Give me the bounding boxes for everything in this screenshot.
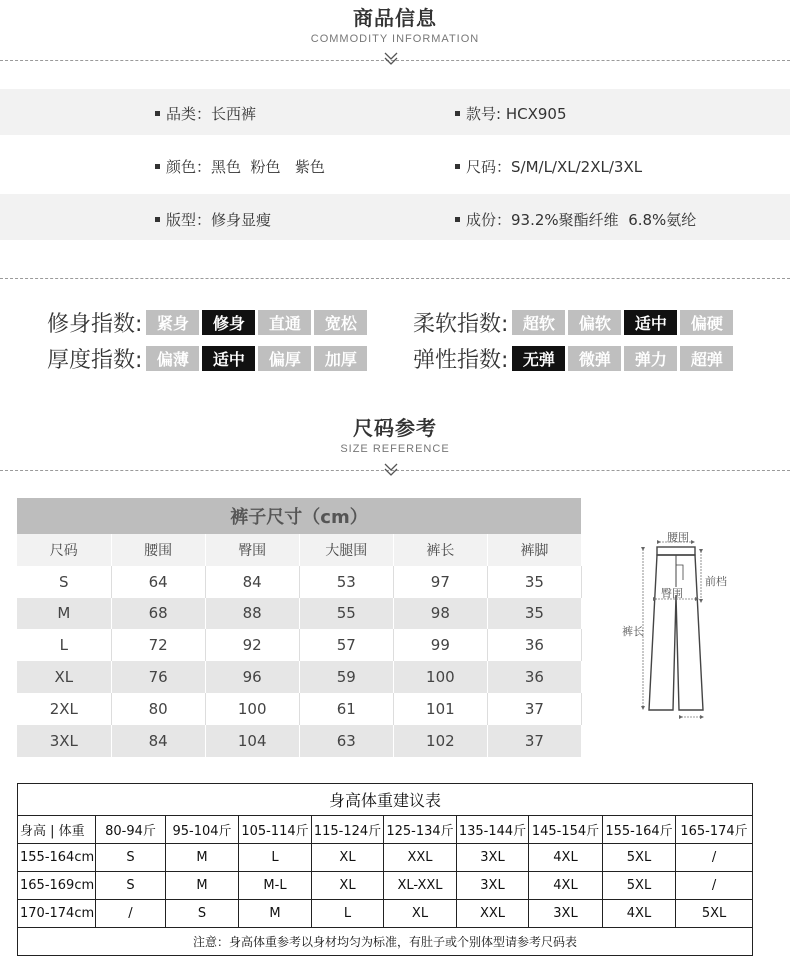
table-cell: XXL — [384, 844, 457, 872]
size-table-caption: 裤子尺寸（cm） — [17, 498, 582, 534]
table-cell: 63 — [299, 725, 393, 757]
index-option-elastic-3: 超弹 — [680, 346, 733, 371]
table-cell: M — [17, 598, 111, 630]
table-cell: M — [166, 844, 239, 872]
pants-diagram — [605, 525, 765, 730]
table-cell: 72 — [111, 629, 205, 661]
table-cell: L — [312, 900, 384, 928]
height-weight-header-cell: 95-104斤 — [166, 816, 239, 844]
table-cell: 3XL — [529, 900, 603, 928]
table-cell: 2XL — [17, 693, 111, 725]
table-cell: 102 — [393, 725, 487, 757]
section-title: 商品信息 — [353, 6, 437, 30]
diagram-label-waist: 腰围 — [667, 531, 689, 544]
info-row-2 — [0, 141, 790, 187]
table-cell: 53 — [299, 566, 393, 598]
table-cell: S — [96, 872, 166, 900]
table-cell: 101 — [393, 693, 487, 725]
table-cell: XL — [312, 872, 384, 900]
table-cell: M-L — [239, 872, 312, 900]
size-header-cell: 大腿围 — [299, 534, 393, 566]
table-cell: 57 — [299, 629, 393, 661]
table-row — [17, 725, 582, 757]
table-cell: 4XL — [603, 900, 676, 928]
table-row — [17, 629, 582, 661]
table-cell: 165-169cm — [18, 872, 96, 900]
table-cell: / — [676, 872, 753, 900]
table-cell: S — [166, 900, 239, 928]
table-cell: 155-164cm — [18, 844, 96, 872]
chevron-down-icon — [383, 462, 399, 478]
index-option-soft-3: 偏硬 — [680, 310, 733, 335]
table-cell: M — [166, 872, 239, 900]
table-cell: 100 — [393, 661, 487, 693]
height-weight-header-cell: 135-144斤 — [457, 816, 529, 844]
section-title: 尺码参考 — [353, 416, 437, 440]
table-cell: XL — [384, 900, 457, 928]
table-cell: 80 — [111, 693, 205, 725]
table-cell: 3XL — [457, 872, 529, 900]
table-cell: 37 — [487, 693, 581, 725]
height-weight-header-cell: 155-164斤 — [603, 816, 676, 844]
info-color: 颜色：黑色 粉色 紫色 — [155, 156, 325, 177]
commodity-info-header — [0, 2, 790, 45]
height-weight-header-cell: 80-94斤 — [96, 816, 166, 844]
table-cell: 5XL — [676, 900, 753, 928]
bullet-icon — [155, 111, 160, 116]
diagram-label-length: 裤长 — [622, 625, 644, 638]
info-category: 品类：长西裤 — [155, 103, 256, 124]
section-subtitle: SIZE REFERENCE — [340, 443, 450, 455]
table-cell: 36 — [487, 629, 581, 661]
table-cell: 36 — [487, 661, 581, 693]
table-cell: XL-XXL — [384, 872, 457, 900]
table-cell: 170-174cm — [18, 900, 96, 928]
diagram-label-hip: 臀围 — [661, 587, 683, 600]
table-cell: L — [239, 844, 312, 872]
table-cell: 100 — [205, 693, 299, 725]
table-cell: L — [17, 629, 111, 661]
diagram-label-rise: 前档 — [705, 575, 727, 588]
table-cell: 96 — [205, 661, 299, 693]
size-reference-header — [0, 412, 790, 455]
table-cell: 5XL — [603, 872, 676, 900]
height-weight-header-cell: 165-174斤 — [676, 816, 753, 844]
index-option-elastic-0: 无弹 — [512, 346, 565, 371]
index-option-soft-0: 超软 — [512, 310, 565, 335]
table-cell: 61 — [299, 693, 393, 725]
fit-index — [47, 307, 370, 338]
size-table — [17, 498, 582, 757]
table-cell: S — [96, 844, 166, 872]
elasticity-index — [413, 343, 736, 374]
chevron-down-icon — [383, 51, 399, 67]
soft-index — [413, 307, 736, 338]
table-cell: 76 — [111, 661, 205, 693]
table-cell: 84 — [205, 566, 299, 598]
height-weight-header — [18, 816, 753, 844]
table-cell: 37 — [487, 725, 581, 757]
bullet-icon — [455, 111, 460, 116]
index-option-elastic-2: 弹力 — [624, 346, 677, 371]
index-option-thick-1: 适中 — [202, 346, 255, 371]
table-cell: XXL — [457, 900, 529, 928]
table-cell: 64 — [111, 566, 205, 598]
height-weight-caption: 身高体重建议表 — [18, 784, 753, 816]
bullet-icon — [155, 164, 160, 169]
index-option-soft-2: 适中 — [624, 310, 677, 335]
table-cell: 59 — [299, 661, 393, 693]
table-cell: / — [96, 900, 166, 928]
table-cell: S — [17, 566, 111, 598]
table-cell: 88 — [205, 598, 299, 630]
info-sizes: 尺码：S/M/L/XL/2XL/3XL — [455, 156, 642, 177]
table-cell: 35 — [487, 598, 581, 630]
table-cell: 55 — [299, 598, 393, 630]
thickness-index — [47, 343, 370, 374]
table-cell: 4XL — [529, 872, 603, 900]
table-cell: 99 — [393, 629, 487, 661]
index-option-thick-3: 加厚 — [314, 346, 367, 371]
table-cell: 4XL — [529, 844, 603, 872]
table-cell: 5XL — [603, 844, 676, 872]
index-label: 修身指数: — [47, 312, 143, 337]
table-row — [18, 844, 753, 872]
table-cell: 3XL — [457, 844, 529, 872]
table-cell: 97 — [393, 566, 487, 598]
info-material: 成份：93.2%聚酯纤维 6.8%氨纶 — [455, 209, 696, 230]
height-weight-note: 注意：身高体重参考以身材均匀为标准，有肚子或个别体型请参考尺码表 — [18, 928, 753, 956]
table-cell: XL — [312, 844, 384, 872]
bullet-icon — [155, 217, 160, 222]
size-header-cell: 臀围 — [205, 534, 299, 566]
table-row — [18, 900, 753, 928]
index-option-fit-1: 修身 — [202, 310, 255, 335]
section-subtitle: COMMODITY INFORMATION — [310, 33, 480, 45]
table-cell: XL — [17, 661, 111, 693]
index-option-fit-2: 直通 — [258, 310, 311, 335]
table-row — [17, 598, 582, 630]
height-weight-table — [17, 783, 753, 956]
table-cell: 98 — [393, 598, 487, 630]
table-cell: 35 — [487, 566, 581, 598]
size-header-cell: 裤长 — [393, 534, 487, 566]
index-option-fit-3: 宽松 — [314, 310, 367, 335]
table-cell: 68 — [111, 598, 205, 630]
table-cell: M — [239, 900, 312, 928]
height-weight-header-cell: 身高 | 体重 — [18, 816, 96, 844]
bullet-icon — [455, 164, 460, 169]
index-label: 柔软指数: — [413, 312, 509, 337]
index-option-thick-0: 偏薄 — [146, 346, 199, 371]
index-option-fit-0: 紧身 — [146, 310, 199, 335]
divider — [0, 278, 790, 279]
table-row — [17, 566, 582, 598]
index-option-thick-2: 偏厚 — [258, 346, 311, 371]
size-header-cell: 腰围 — [111, 534, 205, 566]
info-style-no: 款号: HCX905 — [455, 103, 566, 124]
table-cell: 84 — [111, 725, 205, 757]
table-cell: / — [676, 844, 753, 872]
table-cell: 92 — [205, 629, 299, 661]
info-row-1 — [0, 89, 790, 135]
size-table-header — [17, 534, 582, 566]
size-header-cell: 尺码 — [17, 534, 111, 566]
height-weight-header-cell: 125-134斤 — [384, 816, 457, 844]
table-row — [17, 693, 582, 725]
index-option-soft-1: 偏软 — [568, 310, 621, 335]
table-cell: 3XL — [17, 725, 111, 757]
index-label: 厚度指数: — [47, 348, 143, 373]
info-fit: 版型：修身显瘦 — [155, 209, 271, 230]
index-option-elastic-1: 微弹 — [568, 346, 621, 371]
table-row — [17, 661, 582, 693]
table-row — [18, 872, 753, 900]
table-cell: 104 — [205, 725, 299, 757]
height-weight-header-cell: 115-124斤 — [312, 816, 384, 844]
index-label: 弹性指数: — [413, 348, 509, 373]
size-header-cell: 裤脚 — [487, 534, 581, 566]
height-weight-header-cell: 105-114斤 — [239, 816, 312, 844]
bullet-icon — [455, 217, 460, 222]
height-weight-header-cell: 145-154斤 — [529, 816, 603, 844]
